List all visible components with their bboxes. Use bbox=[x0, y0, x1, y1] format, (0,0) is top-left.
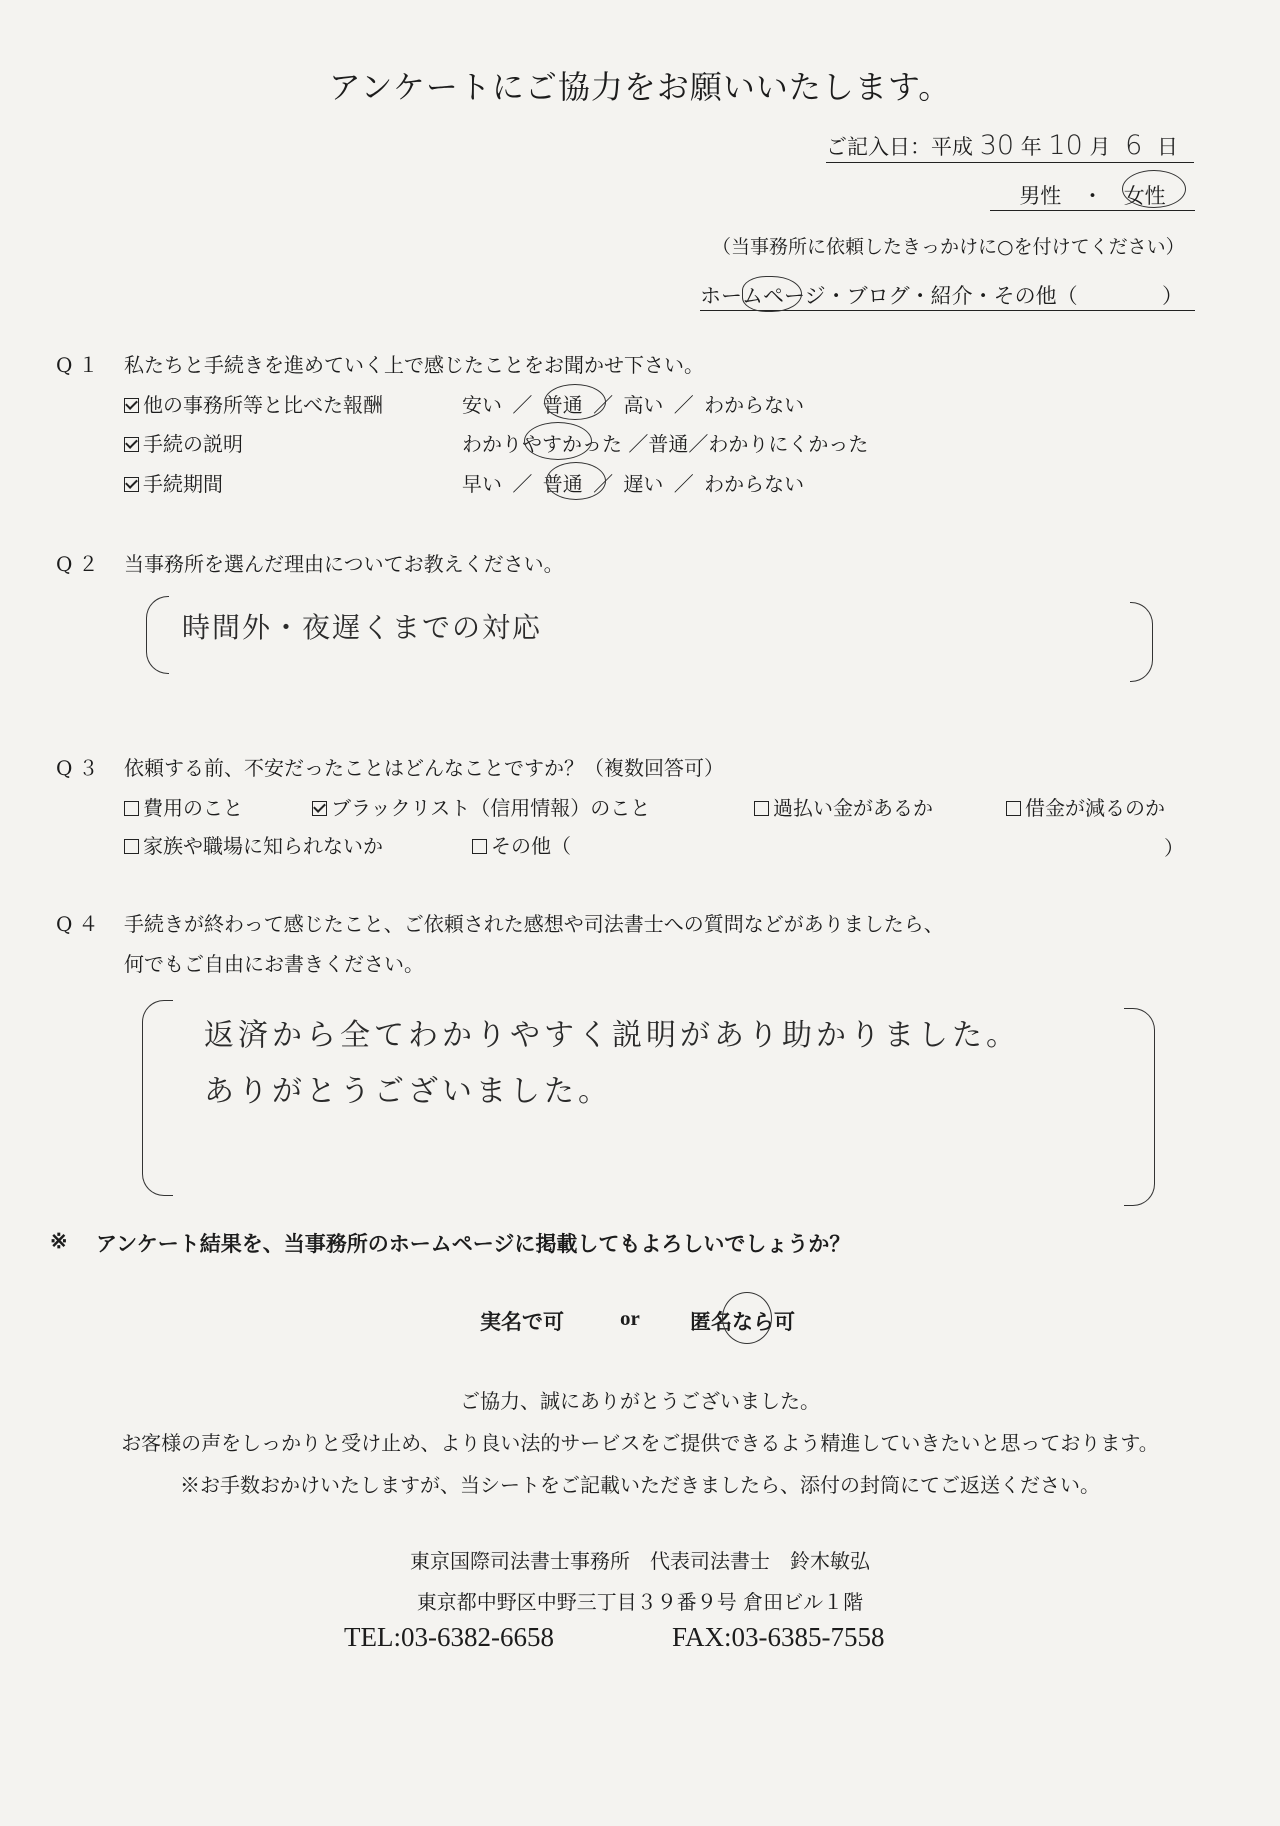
check-mark-icon bbox=[313, 800, 326, 813]
q1-row-explanation-answers: わかりやすかった ／普通／わかりにくかった bbox=[462, 432, 869, 456]
checkbox[interactable] bbox=[1006, 801, 1021, 816]
consent-option-anonymous: 匿名なら可 bbox=[690, 1309, 795, 1334]
answer-circle bbox=[546, 462, 606, 500]
q4-bracket-right bbox=[1124, 1008, 1155, 1206]
q3-number: Q３ bbox=[56, 756, 105, 780]
gender-separator: ・ bbox=[1082, 184, 1103, 208]
q2-number: Q２ bbox=[56, 552, 105, 576]
q3-option-family bbox=[124, 830, 383, 859]
consent-question: アンケート結果を、当事務所のホームページに掲載してもよろしいでしょうか？ bbox=[96, 1231, 851, 1256]
q3-option-debt bbox=[1006, 792, 1165, 821]
checkbox[interactable] bbox=[124, 801, 139, 816]
q3-other-close: ） bbox=[1164, 836, 1184, 860]
q3-question: 依頼する前、不安だったことはどんなことですか？（複数回答可） bbox=[124, 756, 724, 780]
q3-option-cost bbox=[124, 792, 243, 821]
q1-row-fee-answers: 安い ／ 普通 ／ 高い ／ わからない bbox=[462, 393, 805, 417]
q2-bracket-right bbox=[1130, 602, 1153, 682]
consent-mark: ※ bbox=[50, 1228, 68, 1253]
answer-circle bbox=[524, 422, 592, 460]
q1-row-label: 手続の説明 bbox=[143, 432, 243, 456]
q1-row-period bbox=[124, 468, 223, 497]
date-month-unit: 月 bbox=[1089, 135, 1111, 159]
checkbox[interactable] bbox=[472, 839, 487, 854]
office-tel: TEL:03-6382-6658 bbox=[344, 1622, 554, 1652]
q2-question: 当事務所を選んだ理由についてお教えください。 bbox=[124, 552, 564, 576]
date-label: ご記入日：平成 bbox=[826, 135, 973, 159]
q1-row-label: 手続期間 bbox=[143, 472, 223, 496]
gender-female-circle bbox=[1122, 170, 1186, 208]
q1-row-period-answers: 早い ／ 普通 ／ 遅い ／ わからない bbox=[462, 472, 805, 496]
checkbox[interactable] bbox=[124, 398, 139, 413]
date-year-unit: 年 bbox=[1020, 135, 1042, 159]
checkbox[interactable] bbox=[754, 801, 769, 816]
q3-option-label: 家族や職場に知られないか bbox=[143, 834, 383, 858]
q4-number: Q４ bbox=[56, 912, 105, 936]
q3-option-blacklist bbox=[312, 792, 650, 821]
q3-option-overpayment bbox=[754, 792, 933, 821]
date-month: 10 bbox=[1048, 130, 1083, 161]
date-day: 6 bbox=[1125, 130, 1143, 161]
q3-option-label: 借金が減るのか bbox=[1025, 796, 1165, 820]
footer-message: お客様の声をしっかりと受け止め、より良い法的サービスをご提供できるよう精進していきたいと思っております。 bbox=[121, 1431, 1159, 1455]
gender-female: 女性 bbox=[1123, 184, 1166, 208]
q4-question-line2: 何でもご自由にお書きください。 bbox=[124, 952, 424, 976]
checkbox[interactable] bbox=[124, 477, 139, 492]
q3-option-label: 過払い金があるか bbox=[773, 796, 933, 820]
q3-option-other bbox=[472, 830, 571, 859]
q1-question: 私たちと手続きを進めていく上で感じたことをお聞かせ下さい。 bbox=[124, 353, 704, 377]
date-day-unit: 日 bbox=[1157, 135, 1179, 159]
trigger-prompt: （当事務所に依頼したきっかけに○を付けてください） bbox=[712, 236, 1185, 258]
q1-number: Q１ bbox=[56, 353, 105, 377]
footer-thanks: ご協力、誠にありがとうございました。 bbox=[460, 1389, 820, 1413]
checkbox[interactable] bbox=[124, 839, 139, 854]
q4-bracket-left bbox=[142, 1000, 173, 1196]
checkbox[interactable] bbox=[312, 801, 327, 816]
date-line bbox=[826, 130, 1194, 163]
q1-row-fee bbox=[124, 389, 383, 418]
office-name: 東京国際司法書士事務所 代表司法書士 鈴木敏弘 bbox=[410, 1549, 870, 1573]
date-year: 30 bbox=[979, 130, 1015, 161]
q2-answer: 時間外・夜遅くまでの対応 bbox=[182, 611, 543, 644]
consent-option-real-name: 実名で可 bbox=[480, 1309, 564, 1334]
q1-row-explanation bbox=[124, 428, 243, 457]
office-address: 東京都中野区中野三丁目３９番９号 倉田ビル１階 bbox=[416, 1590, 864, 1614]
q4-answer-line1: 返済から全てわかりやすく説明があり助かりました。 bbox=[204, 1018, 1020, 1053]
trigger-close: ） bbox=[1162, 284, 1183, 308]
check-mark-icon bbox=[125, 436, 138, 449]
check-mark-icon bbox=[125, 397, 138, 410]
q1-row-label: 他の事務所等と比べた報酬 bbox=[143, 393, 383, 417]
anonymous-circle bbox=[722, 1292, 772, 1344]
q3-option-label: その他（ bbox=[491, 834, 571, 858]
answer-circle bbox=[544, 384, 606, 420]
consent-or: or bbox=[620, 1306, 640, 1330]
trigger-options: ホームページ・ブログ・紹介・その他（ bbox=[700, 284, 1078, 308]
q4-question-line1: 手続きが終わって感じたこと、ご依頼された感想や司法書士への質問などがありましたら、 bbox=[124, 912, 944, 936]
footer-return-note: ※お手数おかけいたしますが、当シートをご記載いただきましたら、添付の封筒にてご返送ください。 bbox=[180, 1473, 1100, 1497]
check-mark-icon bbox=[125, 476, 138, 489]
office-fax: FAX:03-6385-7558 bbox=[672, 1622, 885, 1652]
page-title: アンケートにご協力をお願いいたします。 bbox=[328, 68, 952, 106]
checkbox[interactable] bbox=[124, 437, 139, 452]
q3-option-label: ブラックリスト（信用情報）のこと bbox=[331, 796, 651, 820]
gender-male: 男性 bbox=[1019, 184, 1062, 208]
q3-option-label: 費用のこと bbox=[143, 796, 243, 820]
q2-bracket-left bbox=[146, 596, 169, 674]
q4-answer-line2: ありがとうございました。 bbox=[204, 1074, 612, 1109]
homepage-circle bbox=[742, 276, 802, 312]
